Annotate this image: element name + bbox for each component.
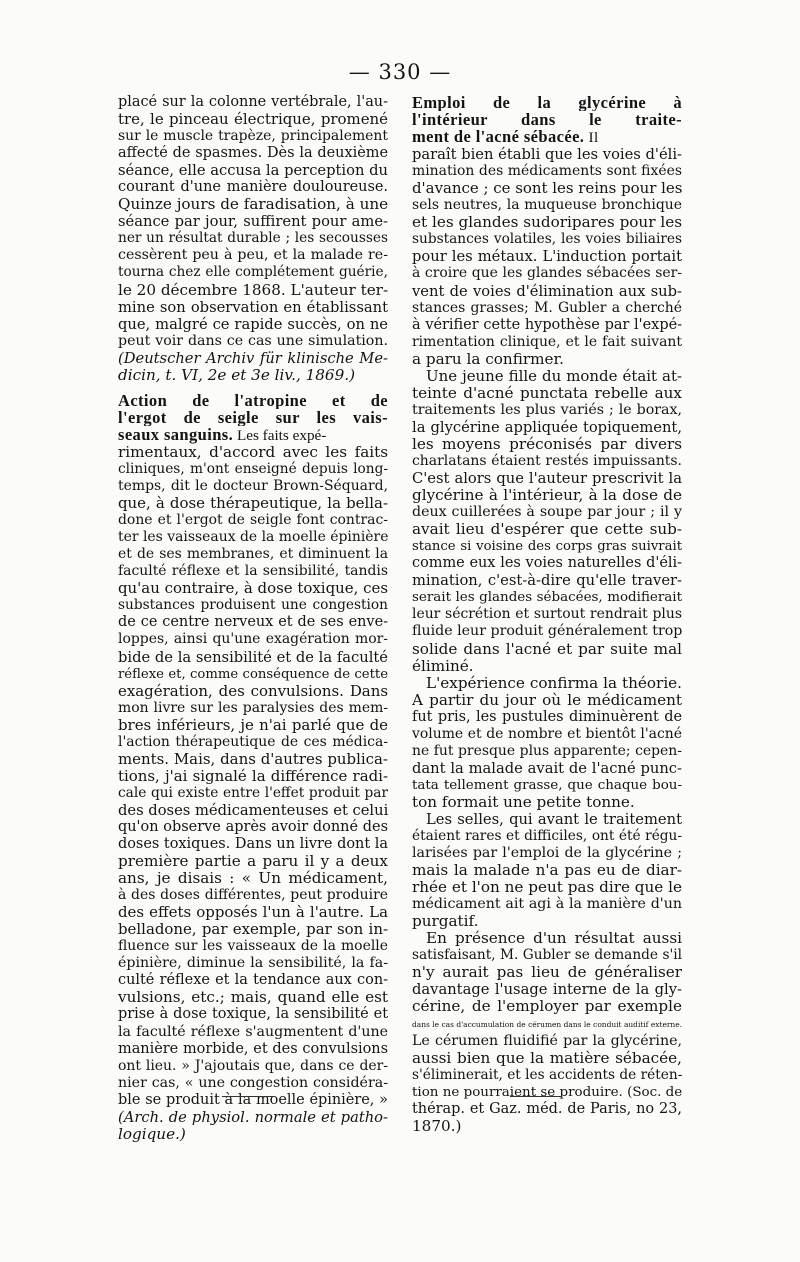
- text-line: la faculté réflexe s'augmentent d'une: [118, 1023, 388, 1040]
- column-end-rule-right: [510, 1096, 562, 1097]
- text-line: (Deutscher Archiv für klinische Me-: [118, 349, 388, 367]
- text-line: stance si voisine des corps gras suivrait: [412, 539, 682, 555]
- text-line: fluence sur les vaisseaux de la moelle: [118, 938, 388, 955]
- text-line: ont lieu. » J'ajoutais que, dans ce der-: [118, 1057, 388, 1074]
- paragraph-faradisation: [118, 94, 388, 384]
- text-line: tourna chez elle complétement guérie,: [118, 264, 388, 281]
- text-line: loppes, ainsi qu'une exagération mor-: [118, 631, 388, 648]
- text-line: de ce centre nerveux et de ses enve-: [118, 614, 388, 631]
- text-line: ner un résultat durable ; les secousses: [118, 230, 388, 247]
- text-line: volume et de nombre et bientôt l'acné: [412, 725, 682, 742]
- text-line: rimentaux, d'accord avec les faits: [118, 443, 388, 461]
- heading-line: l'ergot de seigle sur les vais-: [118, 408, 388, 426]
- text-line: 1870.): [412, 1117, 462, 1135]
- heading-line: Emploi de la glycérine à: [412, 94, 682, 112]
- text-line: cliniques, m'ont enseigné depuis long-: [118, 460, 388, 477]
- text-line: L'expérience confirma la théorie.: [426, 674, 682, 692]
- text-line: thérap. et Gaz. méd. de Paris, no 23,: [412, 1100, 682, 1117]
- heading-line: Action de l'atropine et de: [118, 391, 388, 409]
- text-line: paraît bien établi que les voies d'éli-: [412, 146, 682, 164]
- text-line: Le cérumen fluidifié par la glycérine,: [412, 1032, 682, 1049]
- heading-glycerine-acne: [412, 94, 682, 146]
- text-line: bide de la sensibilité et de la faculté: [118, 648, 388, 666]
- text-line: le 20 décembre 1868. L'auteur ter-: [118, 281, 388, 299]
- text-line: rhée et l'on ne peut pas dire que le: [412, 879, 682, 897]
- text-line: purgatif.: [412, 913, 479, 931]
- text-line: première partie a paru il y a deux: [118, 853, 388, 871]
- text-line: cérine, de l'employer par exemple: [412, 998, 682, 1016]
- text-line: tions, j'ai signalé la différence radi-: [118, 767, 388, 785]
- text-line: a paru la confirmer.: [412, 350, 564, 368]
- text-line: substances volatiles, les voies biliaires: [412, 231, 682, 248]
- text-line: fut pris, les pustules diminuèrent de: [412, 708, 682, 725]
- paragraph-glycerine-intro: [412, 146, 682, 368]
- left-column: [118, 94, 388, 1143]
- text-line: charlatans étaient restés impuissants.: [412, 452, 682, 469]
- heading-line-text: ment de l'acné sébacée.: [412, 128, 585, 147]
- text-line: et les glandes sudoripares pour les: [412, 214, 682, 232]
- text-line: mination des médicaments sont fixées: [412, 163, 682, 180]
- text-line: tata tellement grasse, que chaque bou-: [412, 777, 682, 793]
- text-line: la glycérine appliquée topiquement,: [412, 418, 682, 436]
- text-line: mais la malade n'a pas eu de diar-: [412, 862, 682, 880]
- text-line: ter les vaisseaux de la moelle épinière: [118, 529, 388, 546]
- text-line: traitements les plus variés ; le borax,: [412, 401, 682, 418]
- text-line: tion ne pourraient se produire. (Soc. de: [412, 1084, 682, 1100]
- text-line: glycérine à l'intérieur, à la dose de: [412, 487, 682, 505]
- text-line: cessèrent peu à peu, et la malade re-: [118, 247, 388, 264]
- text-line: que, malgré ce rapide succès, on ne: [118, 315, 388, 333]
- text-line: ne fut presque plus apparente; cepen-: [412, 742, 682, 759]
- text-line: dicin, t. VI, 2e et 3e liv., 1869.): [118, 366, 356, 384]
- text-line: ments. Mais, dans d'autres publica-: [118, 750, 388, 768]
- text-line: qu'on observe après avoir donné des: [118, 818, 388, 835]
- text-line: solide dans l'acné et par suite mal: [412, 640, 682, 658]
- text-line: l'action thérapeutique de ces médica-: [118, 733, 388, 750]
- text-line: culté réflexe et la tendance aux con-: [118, 972, 388, 989]
- text-line: serait les glandes sébacées, modifierait: [412, 590, 682, 606]
- text-line: logique.): [118, 1125, 186, 1143]
- run-in-text: Les faits expé-: [233, 426, 327, 444]
- text-line: d'avance ; ce sont les reins pour les: [412, 180, 682, 198]
- heading-line-text: seaux sanguins.: [118, 425, 234, 444]
- text-line: aussi bien que la matière sébacée,: [412, 1049, 682, 1067]
- text-line: bres inférieurs, je n'ai parlé que de: [118, 716, 388, 734]
- text-line: mon livre sur les paralysies des mem-: [118, 699, 388, 716]
- paragraph-atropine-ergot: [118, 444, 388, 1143]
- text-line: manière morbide, et des convulsions: [118, 1040, 388, 1057]
- paragraph-young-girl: [412, 368, 682, 675]
- text-line: satisfaisant, M. Gubler se demande s'il: [412, 947, 682, 964]
- text-line: avait lieu d'espérer que cette sub-: [412, 521, 682, 539]
- column-end-rule-left: [222, 1096, 274, 1097]
- text-line: des effets opposés l'un à l'autre. La: [118, 904, 388, 922]
- text-line: done et l'ergot de seigle font contrac-: [118, 512, 388, 529]
- text-line: que, à dose thérapeutique, la bella-: [118, 495, 388, 513]
- text-line: En présence d'un résultat aussi: [426, 930, 682, 948]
- heading-atropine-ergot: [118, 392, 388, 444]
- text-line: belladone, par exemple, par son in-: [118, 921, 388, 939]
- text-line: substances produisent une congestion: [118, 597, 388, 614]
- text-line: mination, c'est-à-dire qu'elle traver-: [412, 572, 682, 590]
- text-line: épinière, diminue la sensibilité, la fa-: [118, 955, 388, 972]
- heading-line: [118, 426, 388, 444]
- paragraph-stools: [412, 811, 682, 930]
- page-number: — 330 —: [348, 60, 452, 84]
- text-line: nier cas, « une congestion considéra-: [118, 1074, 388, 1091]
- text-line: Quinze jours de faradisation, à une: [118, 196, 388, 214]
- text-line: leur sécrétion et surtout rendrait plus: [412, 606, 682, 623]
- text-line: affecté de spasmes. Dès la deuxième: [118, 145, 388, 162]
- heading-line: l'intérieur dans le traite-: [412, 111, 682, 129]
- text-line: à vérifier cette hypothèse par l'expé-: [412, 316, 682, 333]
- text-line: sels neutres, la muqueuse bronchique: [412, 197, 682, 214]
- text-line: séance, elle accusa la perception du: [118, 162, 388, 180]
- text-line: éliminé.: [412, 657, 474, 675]
- text-line: teinte d'acné punctata rebelle aux: [412, 384, 682, 402]
- text-line: stances grasses; M. Gubler a cherché: [412, 299, 682, 316]
- text-line: des doses médicamenteuses et celui: [118, 801, 388, 819]
- text-line: sur le muscle trapèze, principalement: [118, 128, 388, 145]
- text-line: deux cuillerées à soupe par jour ; il y: [412, 504, 682, 521]
- paragraph-cerumen: [412, 930, 682, 1135]
- text-line: à croire que les glandes sébacées ser-: [412, 265, 682, 282]
- text-line: rimentation clinique, et le fait suivant: [412, 333, 682, 350]
- text-line: tre, le pinceau électrique, promené: [118, 111, 388, 129]
- run-in-text: Il: [584, 129, 599, 147]
- text-line: exagération, des convulsions. Dans: [118, 682, 388, 700]
- text-line: placé sur la colonne vertébrale, l'au-: [118, 94, 388, 110]
- text-line: les moyens préconisés par divers: [412, 435, 682, 453]
- text-line: cale qui existe entre l'effet produit par: [118, 784, 388, 801]
- text-line: comme eux les voies naturelles d'éli-: [412, 555, 682, 572]
- text-line: pour les métaux. L'induction portait: [412, 248, 682, 266]
- text-line: Les selles, qui avant le traitement: [426, 810, 682, 828]
- text-line: vent de voies d'élimination aux sub-: [412, 282, 682, 300]
- text-line: vulsions, etc.; mais, quand elle est: [118, 989, 388, 1007]
- text-line: dant la malade avait de l'acné punc-: [412, 759, 682, 777]
- text-line: Une jeune fille du monde était at-: [426, 367, 682, 385]
- text-line: peut voir dans ce cas une simulation.: [118, 332, 388, 349]
- paragraph-experience: [412, 675, 682, 811]
- text-line: (Arch. de physiol. normale et patho-: [118, 1108, 388, 1126]
- text-line: temps, dit le docteur Brown-Séquard,: [118, 478, 388, 495]
- text-line: ans, je disais : « Un médicament,: [118, 870, 388, 888]
- text-line: C'est alors que l'auteur prescrivit la: [412, 470, 682, 488]
- text-line: qu'au contraire, à dose toxique, ces: [118, 580, 388, 598]
- text-line: A partir du jour où le médicament: [412, 691, 682, 709]
- text-line: séance par jour, suffirent pour ame-: [118, 213, 388, 231]
- text-line: s'éliminerait, et les accidents de réten-: [412, 1066, 682, 1083]
- text-line: n'y aurait pas lieu de généraliser: [412, 964, 682, 982]
- text-line: davantage l'usage interne de la gly-: [412, 981, 682, 999]
- text-line: à des doses différentes, peut produire: [118, 887, 388, 904]
- text-line: doses toxiques. Dans un livre dont la: [118, 836, 388, 853]
- text-line: réflexe et, comme conséquence de cette: [118, 666, 388, 682]
- text-line: et de ses membranes, et diminuent la: [118, 546, 388, 563]
- text-line: dans le cas d'accumulation de cérumen dans le conduit auditif externe.: [412, 1019, 682, 1029]
- text-line: mine son observation en établissant: [118, 298, 388, 316]
- text-line: faculté réflexe et la sensibilité, tandis: [118, 563, 388, 580]
- right-column: [412, 94, 682, 1135]
- text-line: ton formait une petite tonne.: [412, 793, 635, 811]
- text-line: prise à dose toxique, la sensibilité et: [118, 1006, 388, 1023]
- text-line: larisées par l'emploi de la glycérine ;: [412, 845, 682, 862]
- text-line: ble se produit à la moelle épinière, »: [118, 1091, 388, 1108]
- text-line: courant d'une manière douloureuse.: [118, 179, 388, 196]
- text-line: fluide leur produit généralement trop: [412, 623, 682, 640]
- text-line: médicament ait agi à la manière d'un: [412, 896, 682, 913]
- text-line: étaient rares et difficiles, ont été régu-: [412, 828, 682, 845]
- heading-line: [412, 128, 682, 146]
